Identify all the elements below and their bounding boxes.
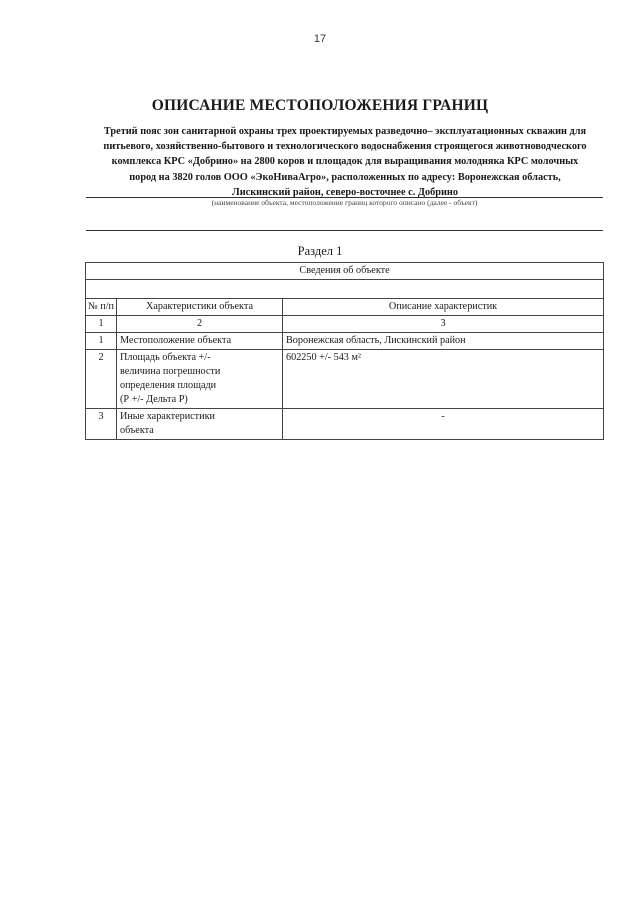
table-header-row: [86, 299, 604, 316]
row-characteristic-line: объекта: [120, 425, 154, 436]
row-description: Воронежская область, Лискинский район: [283, 333, 604, 350]
row-characteristic-line: Местоположение объекта: [120, 335, 232, 346]
row-number: 1: [86, 333, 117, 350]
table-spacer-row: [86, 280, 604, 299]
column-number: 3: [283, 316, 604, 333]
subtitle-line: Третий пояс зон санитарной охраны трех проектируемых разведочно– эксплуатационных скважин для: [103, 126, 587, 137]
subtitle-line: Лискинский район, северо-восточнее с. Добрино: [232, 186, 458, 198]
document-subtitle: [86, 124, 604, 200]
row-characteristic: [117, 409, 283, 440]
header-characteristics: Характеристики объекта: [117, 299, 283, 316]
row-characteristic-line: Иные характеристики: [120, 411, 215, 422]
header-number: № п/п: [86, 299, 117, 316]
subtitle-line: комплекса КРС «Добрино» на 2800 коров и площадок для выращивания молодняка КРС молочных: [111, 156, 579, 168]
table-numbering-row: [86, 316, 604, 333]
table-caption-row: [86, 263, 604, 280]
document-title: ОПИСАНИЕ МЕСТОПОЛОЖЕНИЯ ГРАНИЦ: [151, 97, 489, 114]
table-spacer: [86, 280, 604, 299]
object-name-caption: (наименование объекта, местоположение границ которого описано (далее - объект): [211, 198, 478, 207]
row-description: 602250 +/- 543 м²: [283, 350, 604, 409]
row-characteristic-line: величина погрешности: [120, 366, 221, 377]
subtitle-line: пород на 3820 голов ООО «ЭкоНиваАгро», расположенных по адресу: Воронежская область,: [129, 171, 561, 183]
row-characteristic-line: (Р +/- Дельта Р): [120, 394, 188, 405]
row-characteristic-line: Площадь объекта +/-: [120, 352, 211, 363]
table-row: [86, 409, 604, 440]
table-row: [86, 333, 604, 350]
table-row: [86, 350, 604, 409]
page-number: 17: [313, 33, 327, 45]
section-title: Раздел 1: [297, 244, 343, 258]
row-characteristic: [117, 350, 283, 409]
column-number: 2: [117, 316, 283, 333]
row-characteristic: [117, 333, 283, 350]
row-number: 2: [86, 350, 117, 409]
row-number: 3: [86, 409, 117, 440]
table-caption: Сведения об объекте: [86, 263, 604, 280]
row-description: -: [283, 409, 604, 440]
object-info-table: [85, 262, 604, 440]
blank-rule: [86, 230, 603, 231]
row-characteristic-line: определения площади: [120, 380, 217, 391]
column-number: 1: [86, 316, 117, 333]
subtitle-line: питьевого, хозяйственно-бытового и технологического водоснабжения строящегося животноводческого: [103, 141, 587, 153]
header-description: Описание характеристик: [283, 299, 604, 316]
